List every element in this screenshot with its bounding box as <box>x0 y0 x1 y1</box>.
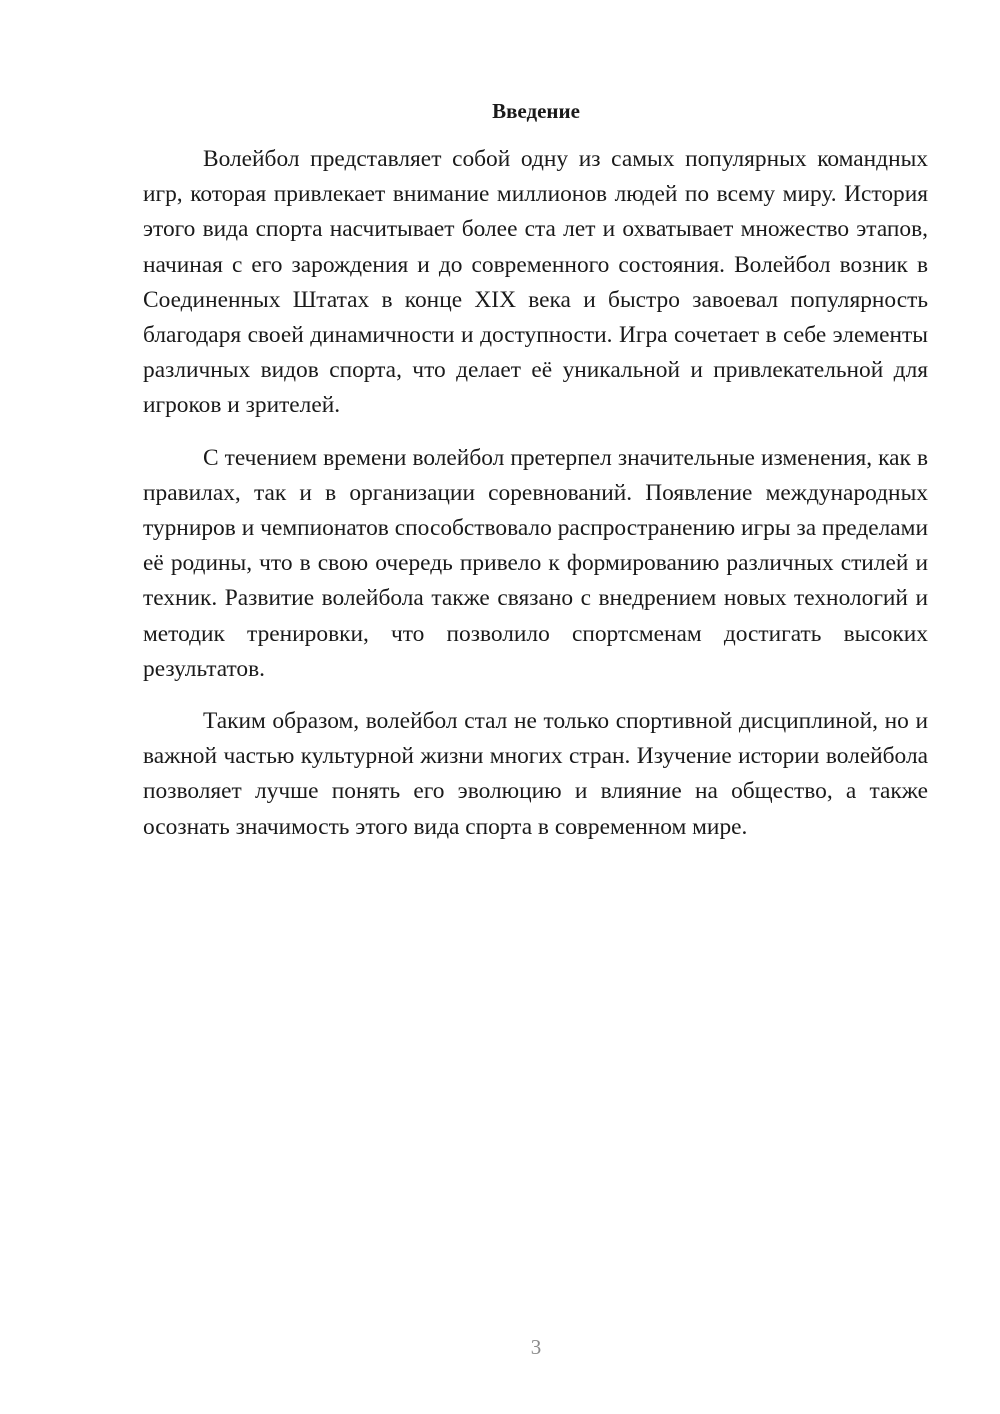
paragraph-2: С течением времени волейбол претерпел значительные изменения, как в правилах, так и в организации соревнований. Появление международных турниров и чемпионатов способствовало распространению игры за пределами её родины, что в свою очередь привело к формированию различных стилей и техник. Развитие волейбола также связано с внедрением новых технологий и методик тренировки, что позволило спортсменам достигать высоких результатов. <box>143 444 928 682</box>
paragraph-3: Таким образом, волейбол стал не только спортивной дисциплиной, но и важной частью культурной жизни многих стран. Изучение истории волейбола позволяет лучше понять его эволюцию и влияние на общество, а также осознать значимость этого вида спорта в современном мире. <box>143 708 928 840</box>
paragraph-1: Волейбол представляет собой одну из самых популярных командных игр, которая привлекает внимание миллионов людей по всему миру. История этого вида спорта насчитывает более ста лет и охватывает множество этапов, начиная с его зарождения и до современного состояния. Волейбол возник в Соединенных Штатах в конце XIX века и быстро завоевал популярность благодаря своей динамичности и доступности. Игра сочетает в себе элементы различных видов спорта, что делает её уникальной и привлекательной для игроков и зрителей. <box>143 146 928 419</box>
body-text <box>143 142 928 845</box>
page-number: 3 <box>530 1335 542 1359</box>
section-title: Введение <box>492 99 580 123</box>
